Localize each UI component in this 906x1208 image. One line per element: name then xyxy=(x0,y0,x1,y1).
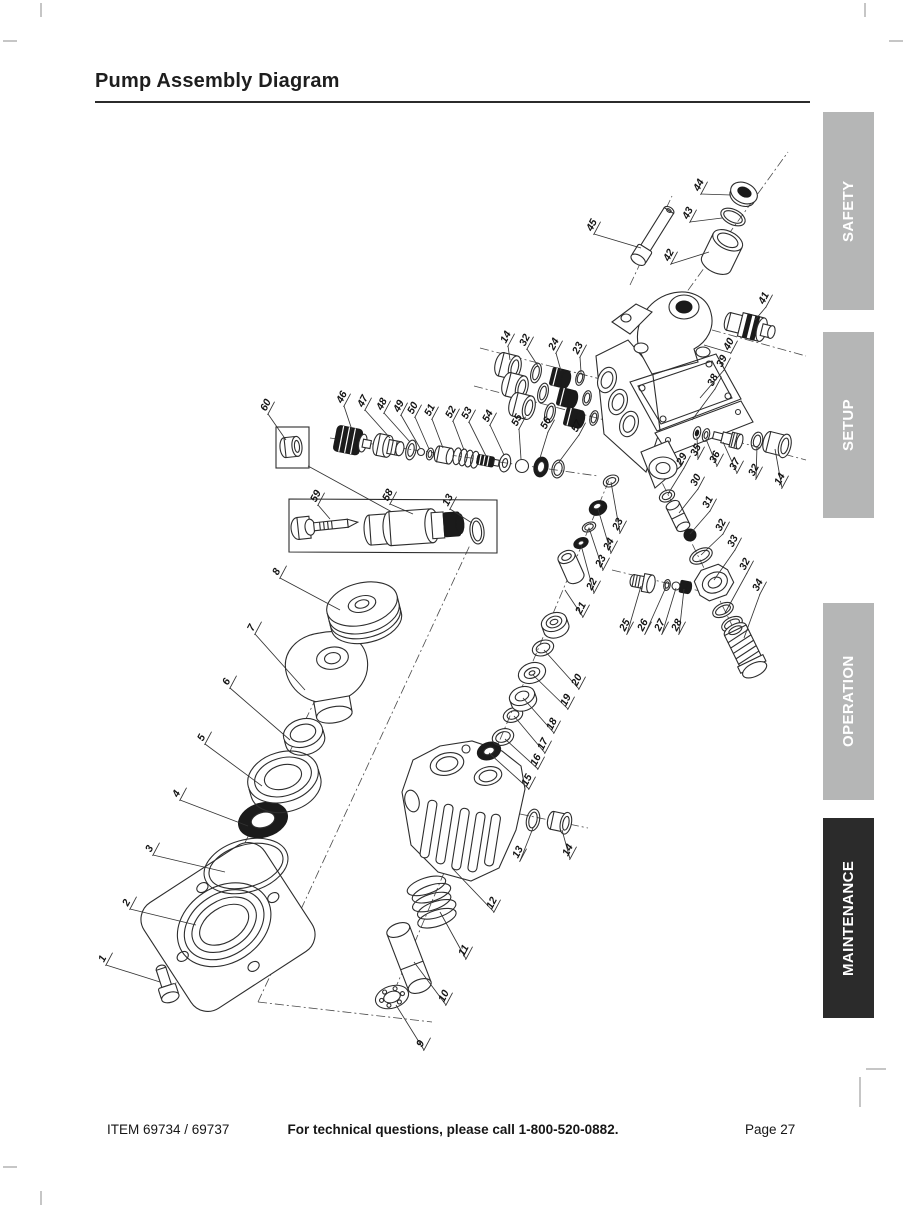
part-callout xyxy=(569,339,587,358)
svg-text:60: 60 xyxy=(257,397,274,414)
part-callout xyxy=(527,751,545,770)
svg-text:18: 18 xyxy=(543,716,560,733)
svg-text:55: 55 xyxy=(508,412,525,429)
part-callout xyxy=(609,515,627,534)
tab-setup xyxy=(823,332,874,518)
svg-text:37: 37 xyxy=(726,456,743,473)
part-spring xyxy=(405,871,461,932)
svg-text:44: 44 xyxy=(690,177,707,194)
part-callout xyxy=(679,204,697,223)
part-callout xyxy=(497,328,515,347)
svg-text:32: 32 xyxy=(736,556,753,573)
part-callout xyxy=(687,471,705,490)
svg-text:42: 42 xyxy=(660,247,677,264)
part-callout xyxy=(458,404,476,423)
svg-text:14: 14 xyxy=(559,842,576,859)
part-callout xyxy=(668,616,686,635)
svg-text:50: 50 xyxy=(404,400,421,417)
part-head-plug xyxy=(545,809,573,836)
svg-text:53: 53 xyxy=(458,405,475,422)
svg-text:5: 5 xyxy=(194,732,209,744)
svg-text:11: 11 xyxy=(455,942,472,959)
part-callout xyxy=(771,470,789,489)
svg-text:32: 32 xyxy=(745,462,762,479)
part-callout xyxy=(651,616,669,635)
part-oil-seal xyxy=(234,797,291,843)
svg-text:32: 32 xyxy=(516,332,533,349)
svg-text:23: 23 xyxy=(592,553,609,570)
part-seal-stack xyxy=(475,609,572,763)
svg-text:52: 52 xyxy=(442,404,459,421)
part-cap-set xyxy=(698,178,761,279)
part-callout xyxy=(390,397,408,416)
part-callout xyxy=(373,395,391,414)
part-callout xyxy=(568,671,586,690)
svg-text:2: 2 xyxy=(119,897,134,909)
svg-text:29: 29 xyxy=(673,451,690,468)
svg-text:54: 54 xyxy=(479,408,496,425)
svg-text:43: 43 xyxy=(679,205,696,222)
svg-text:49: 49 xyxy=(390,398,407,415)
svg-text:36: 36 xyxy=(706,449,723,466)
part-callout xyxy=(745,461,763,480)
part-callout xyxy=(439,491,457,510)
svg-text:40: 40 xyxy=(720,336,737,353)
svg-text:31: 31 xyxy=(699,494,716,511)
part-callout xyxy=(257,396,275,415)
part-callout xyxy=(699,493,717,512)
part-callout xyxy=(712,516,730,535)
svg-text:6: 6 xyxy=(219,676,234,688)
footer-item-number: ITEM 69734 / 69737 xyxy=(107,1122,230,1137)
tab-safety-label: SAFETY xyxy=(840,180,857,242)
part-callout xyxy=(95,947,113,966)
svg-text:12: 12 xyxy=(483,895,500,912)
part-callout xyxy=(749,576,767,595)
part-callout xyxy=(720,335,738,354)
svg-text:25: 25 xyxy=(616,617,633,634)
svg-text:21: 21 xyxy=(572,600,589,617)
svg-text:22: 22 xyxy=(583,576,600,593)
part-callout xyxy=(543,715,561,734)
part-callout xyxy=(442,403,460,422)
tab-setup-label: SETUP xyxy=(840,399,857,452)
part-callout xyxy=(219,670,237,689)
part-callout xyxy=(534,735,552,754)
svg-text:47: 47 xyxy=(354,393,371,410)
part-callout xyxy=(379,486,397,505)
part-callout xyxy=(119,891,137,910)
svg-text:57: 57 xyxy=(568,418,585,435)
svg-text:41: 41 xyxy=(755,290,772,307)
svg-text:28: 28 xyxy=(668,617,685,634)
svg-text:10: 10 xyxy=(435,988,452,1005)
part-plunger xyxy=(385,920,434,997)
svg-text:7: 7 xyxy=(244,622,259,634)
footer-support-line: For technical questions, please call 1-800-520-0882. xyxy=(287,1122,619,1137)
tab-operation-label: OPERATION xyxy=(840,655,857,748)
svg-text:39: 39 xyxy=(713,353,730,370)
svg-text:8: 8 xyxy=(269,566,284,578)
part-callout xyxy=(572,599,590,618)
part-callout xyxy=(421,401,439,420)
svg-text:13: 13 xyxy=(439,492,456,509)
svg-text:20: 20 xyxy=(568,672,585,689)
svg-text:1: 1 xyxy=(95,953,110,965)
svg-text:24: 24 xyxy=(600,536,617,553)
svg-text:34: 34 xyxy=(749,577,766,594)
svg-text:38: 38 xyxy=(704,372,721,389)
svg-text:24: 24 xyxy=(545,336,562,353)
tab-maintenance xyxy=(823,818,874,1018)
svg-text:19: 19 xyxy=(557,692,574,709)
part-callout xyxy=(509,843,527,862)
crop-marks xyxy=(3,3,903,1205)
svg-text:3: 3 xyxy=(142,843,157,855)
part-callout xyxy=(724,532,742,551)
part-callout xyxy=(600,535,618,554)
svg-text:51: 51 xyxy=(421,402,438,419)
svg-text:23: 23 xyxy=(609,516,626,533)
part-pump-head xyxy=(402,741,525,881)
svg-text:9: 9 xyxy=(413,1038,428,1050)
part-callout xyxy=(516,331,534,350)
part-callout xyxy=(616,616,634,635)
part-callout xyxy=(269,560,287,579)
svg-text:17: 17 xyxy=(534,736,551,753)
part-callout xyxy=(736,555,754,574)
svg-text:58: 58 xyxy=(379,487,396,504)
svg-text:4: 4 xyxy=(169,788,184,800)
part-callout xyxy=(244,616,262,635)
part-retainer-washer xyxy=(372,981,411,1012)
part-callout xyxy=(333,388,351,407)
part-callout xyxy=(726,455,744,474)
svg-text:13: 13 xyxy=(509,844,526,861)
part-callout xyxy=(194,726,212,745)
part-callout xyxy=(557,691,575,710)
part-callout xyxy=(690,176,708,195)
svg-text:35: 35 xyxy=(687,442,704,459)
tab-safety xyxy=(823,112,874,310)
part-callout xyxy=(354,392,372,411)
part-callout xyxy=(307,487,325,506)
part-thermal-relief-set xyxy=(629,571,693,594)
page-footer xyxy=(0,1122,906,1144)
part-callout xyxy=(545,335,563,354)
part-callout xyxy=(706,448,724,467)
svg-text:33: 33 xyxy=(724,533,741,550)
part-callout xyxy=(169,782,187,801)
svg-text:16: 16 xyxy=(527,752,544,769)
tab-maintenance-label: MAINTENANCE xyxy=(840,860,857,976)
part-callout xyxy=(483,894,501,913)
part-callout xyxy=(583,575,601,594)
svg-text:46: 46 xyxy=(333,389,350,406)
svg-text:27: 27 xyxy=(651,617,668,634)
part-callout xyxy=(634,616,652,635)
tab-operation xyxy=(823,603,874,800)
svg-text:48: 48 xyxy=(373,396,390,413)
part-callout xyxy=(583,216,601,235)
part-callout xyxy=(435,987,453,1006)
svg-text:59: 59 xyxy=(307,488,324,505)
svg-text:32: 32 xyxy=(712,517,729,534)
svg-text:15: 15 xyxy=(518,772,535,789)
page-title: Pump Assembly Diagram xyxy=(95,70,340,92)
part-callout xyxy=(479,407,497,426)
part-callout xyxy=(404,399,422,418)
svg-text:45: 45 xyxy=(583,217,600,234)
part-callout xyxy=(755,289,773,308)
part-callout xyxy=(413,1032,431,1051)
svg-text:56: 56 xyxy=(537,415,554,432)
footer-page-number: Page 27 xyxy=(745,1122,796,1137)
svg-text:23: 23 xyxy=(569,340,586,357)
svg-text:14: 14 xyxy=(497,329,514,346)
part-callout xyxy=(592,552,610,571)
part-regulator-row xyxy=(333,425,566,479)
part-callout xyxy=(142,837,160,856)
part-callout xyxy=(559,841,577,860)
svg-text:14: 14 xyxy=(771,471,788,488)
svg-text:30: 30 xyxy=(687,472,704,489)
part-callout xyxy=(660,246,678,265)
svg-text:26: 26 xyxy=(634,617,651,634)
